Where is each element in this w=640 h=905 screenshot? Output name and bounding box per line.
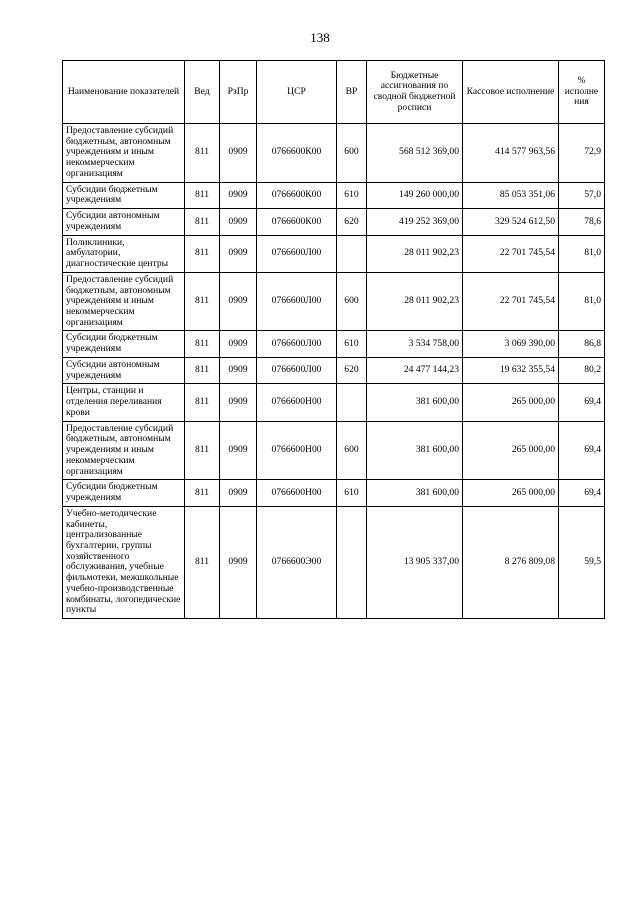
cell-vr: 600 — [337, 421, 367, 480]
table-row — [63, 384, 605, 421]
cell-rzpr: 0909 — [220, 124, 257, 183]
cell-execution-percent: 69,4 — [559, 384, 605, 421]
table-body — [63, 124, 605, 619]
table-row — [63, 506, 605, 618]
cell-ved: 811 — [185, 124, 220, 183]
cell-rzpr: 0909 — [220, 331, 257, 357]
cell-vr — [337, 506, 367, 618]
cell-budget-allocations: 568 512 369,00 — [367, 124, 463, 183]
cell-name: Субсидии бюджетным учреждениям — [63, 182, 185, 208]
cell-execution-percent: 57,0 — [559, 182, 605, 208]
cell-cash-execution: 265 000,00 — [463, 384, 559, 421]
cell-budget-allocations: 24 477 144,23 — [367, 357, 463, 383]
cell-vr — [337, 384, 367, 421]
cell-budget-allocations: 381 600,00 — [367, 421, 463, 480]
cell-csr: 0766600Н00 — [257, 480, 337, 506]
cell-ved: 811 — [185, 506, 220, 618]
cell-ved: 811 — [185, 384, 220, 421]
cell-ved: 811 — [185, 480, 220, 506]
cell-ved: 811 — [185, 357, 220, 383]
cell-ved: 811 — [185, 209, 220, 235]
cell-execution-percent: 80,2 — [559, 357, 605, 383]
cell-vr: 610 — [337, 480, 367, 506]
cell-vr — [337, 235, 367, 272]
cell-csr: 0766600Л00 — [257, 331, 337, 357]
table-row — [63, 357, 605, 383]
header-csr: ЦСР — [257, 61, 337, 124]
cell-cash-execution: 329 524 612,50 — [463, 209, 559, 235]
cell-execution-percent: 81,0 — [559, 235, 605, 272]
cell-ved: 811 — [185, 235, 220, 272]
cell-budget-allocations: 381 600,00 — [367, 384, 463, 421]
cell-csr: 0766600К00 — [257, 209, 337, 235]
cell-csr: 0766600Э00 — [257, 506, 337, 618]
cell-vr: 620 — [337, 209, 367, 235]
cell-csr: 0766600Л00 — [257, 357, 337, 383]
cell-rzpr: 0909 — [220, 421, 257, 480]
cell-csr: 0766600Л00 — [257, 235, 337, 272]
header-rzpr: РзПр — [220, 61, 257, 124]
cell-name: Субсидии бюджетным учреждениям — [63, 331, 185, 357]
cell-budget-allocations: 28 011 902,23 — [367, 272, 463, 331]
cell-execution-percent: 81,0 — [559, 272, 605, 331]
cell-csr: 0766600Н00 — [257, 421, 337, 480]
cell-execution-percent: 59,5 — [559, 506, 605, 618]
header-ved: Вед — [185, 61, 220, 124]
cell-execution-percent: 69,4 — [559, 480, 605, 506]
header-vr: ВР — [337, 61, 367, 124]
cell-csr: 0766600К00 — [257, 182, 337, 208]
cell-execution-percent: 72,9 — [559, 124, 605, 183]
table-row — [63, 480, 605, 506]
cell-rzpr: 0909 — [220, 272, 257, 331]
header-budget-allocations: Бюджетные ассигнования по сводной бюджетной росписи — [367, 61, 463, 124]
cell-cash-execution: 265 000,00 — [463, 480, 559, 506]
cell-vr: 610 — [337, 331, 367, 357]
table-row — [63, 331, 605, 357]
cell-execution-percent: 78,6 — [559, 209, 605, 235]
cell-execution-percent: 86,8 — [559, 331, 605, 357]
cell-cash-execution: 8 276 809,08 — [463, 506, 559, 618]
page-number: 138 — [310, 30, 330, 45]
cell-vr: 620 — [337, 357, 367, 383]
header-cash-execution: Кассовое исполнение — [463, 61, 559, 124]
cell-cash-execution: 19 632 355,54 — [463, 357, 559, 383]
table-row — [63, 182, 605, 208]
table-row — [63, 209, 605, 235]
cell-name: Субсидии бюджетным учреждениям — [63, 480, 185, 506]
table-row — [63, 272, 605, 331]
cell-cash-execution: 3 069 390,00 — [463, 331, 559, 357]
table-row — [63, 235, 605, 272]
cell-rzpr: 0909 — [220, 357, 257, 383]
cell-ved: 811 — [185, 182, 220, 208]
cell-budget-allocations: 419 252 369,00 — [367, 209, 463, 235]
cell-budget-allocations: 13 905 337,00 — [367, 506, 463, 618]
cell-vr: 600 — [337, 272, 367, 331]
cell-rzpr: 0909 — [220, 182, 257, 208]
cell-rzpr: 0909 — [220, 506, 257, 618]
cell-cash-execution: 265 000,00 — [463, 421, 559, 480]
header-execution-percent: % исполне ния — [559, 61, 605, 124]
cell-rzpr: 0909 — [220, 384, 257, 421]
cell-ved: 811 — [185, 331, 220, 357]
budget-execution-table — [62, 60, 605, 619]
cell-name: Поликлиники, амбулатории, диагностические центры — [63, 235, 185, 272]
cell-name: Предоставление субсидий бюджетным, автономным учреждениям и иным некоммерческим организациям — [63, 421, 185, 480]
table-row — [63, 124, 605, 183]
cell-budget-allocations: 381 600,00 — [367, 480, 463, 506]
cell-vr: 600 — [337, 124, 367, 183]
cell-name: Предоставление субсидий бюджетным, автономным учреждениям и иным некоммерческим организациям — [63, 124, 185, 183]
cell-name: Учебно-методические кабинеты, централизованные бухгалтерии, группы хозяйственного обслуживания, учебные фильмотеки, межшкольные учебно-производственные комбинаты, логопедические пункты — [63, 506, 185, 618]
cell-cash-execution: 22 701 745,54 — [463, 235, 559, 272]
cell-budget-allocations: 149 260 000,00 — [367, 182, 463, 208]
cell-csr: 0766600Л00 — [257, 272, 337, 331]
cell-cash-execution: 414 577 963,56 — [463, 124, 559, 183]
cell-name: Субсидии автономным учреждениям — [63, 209, 185, 235]
cell-budget-allocations: 3 534 758,00 — [367, 331, 463, 357]
cell-rzpr: 0909 — [220, 209, 257, 235]
cell-vr: 610 — [337, 182, 367, 208]
cell-name: Центры, станции и отделения переливания крови — [63, 384, 185, 421]
cell-name: Предоставление субсидий бюджетным, автономным учреждениям и иным некоммерческим организациям — [63, 272, 185, 331]
cell-rzpr: 0909 — [220, 235, 257, 272]
cell-csr: 0766600Н00 — [257, 384, 337, 421]
cell-rzpr: 0909 — [220, 480, 257, 506]
cell-csr: 0766600К00 — [257, 124, 337, 183]
table-header-row — [63, 61, 605, 124]
table-row — [63, 421, 605, 480]
cell-cash-execution: 22 701 745,54 — [463, 272, 559, 331]
header-name: Наименование показателей — [63, 61, 185, 124]
cell-ved: 811 — [185, 421, 220, 480]
cell-budget-allocations: 28 011 902,23 — [367, 235, 463, 272]
cell-name: Субсидии автономным учреждениям — [63, 357, 185, 383]
cell-ved: 811 — [185, 272, 220, 331]
cell-execution-percent: 69,4 — [559, 421, 605, 480]
cell-cash-execution: 85 053 351,06 — [463, 182, 559, 208]
